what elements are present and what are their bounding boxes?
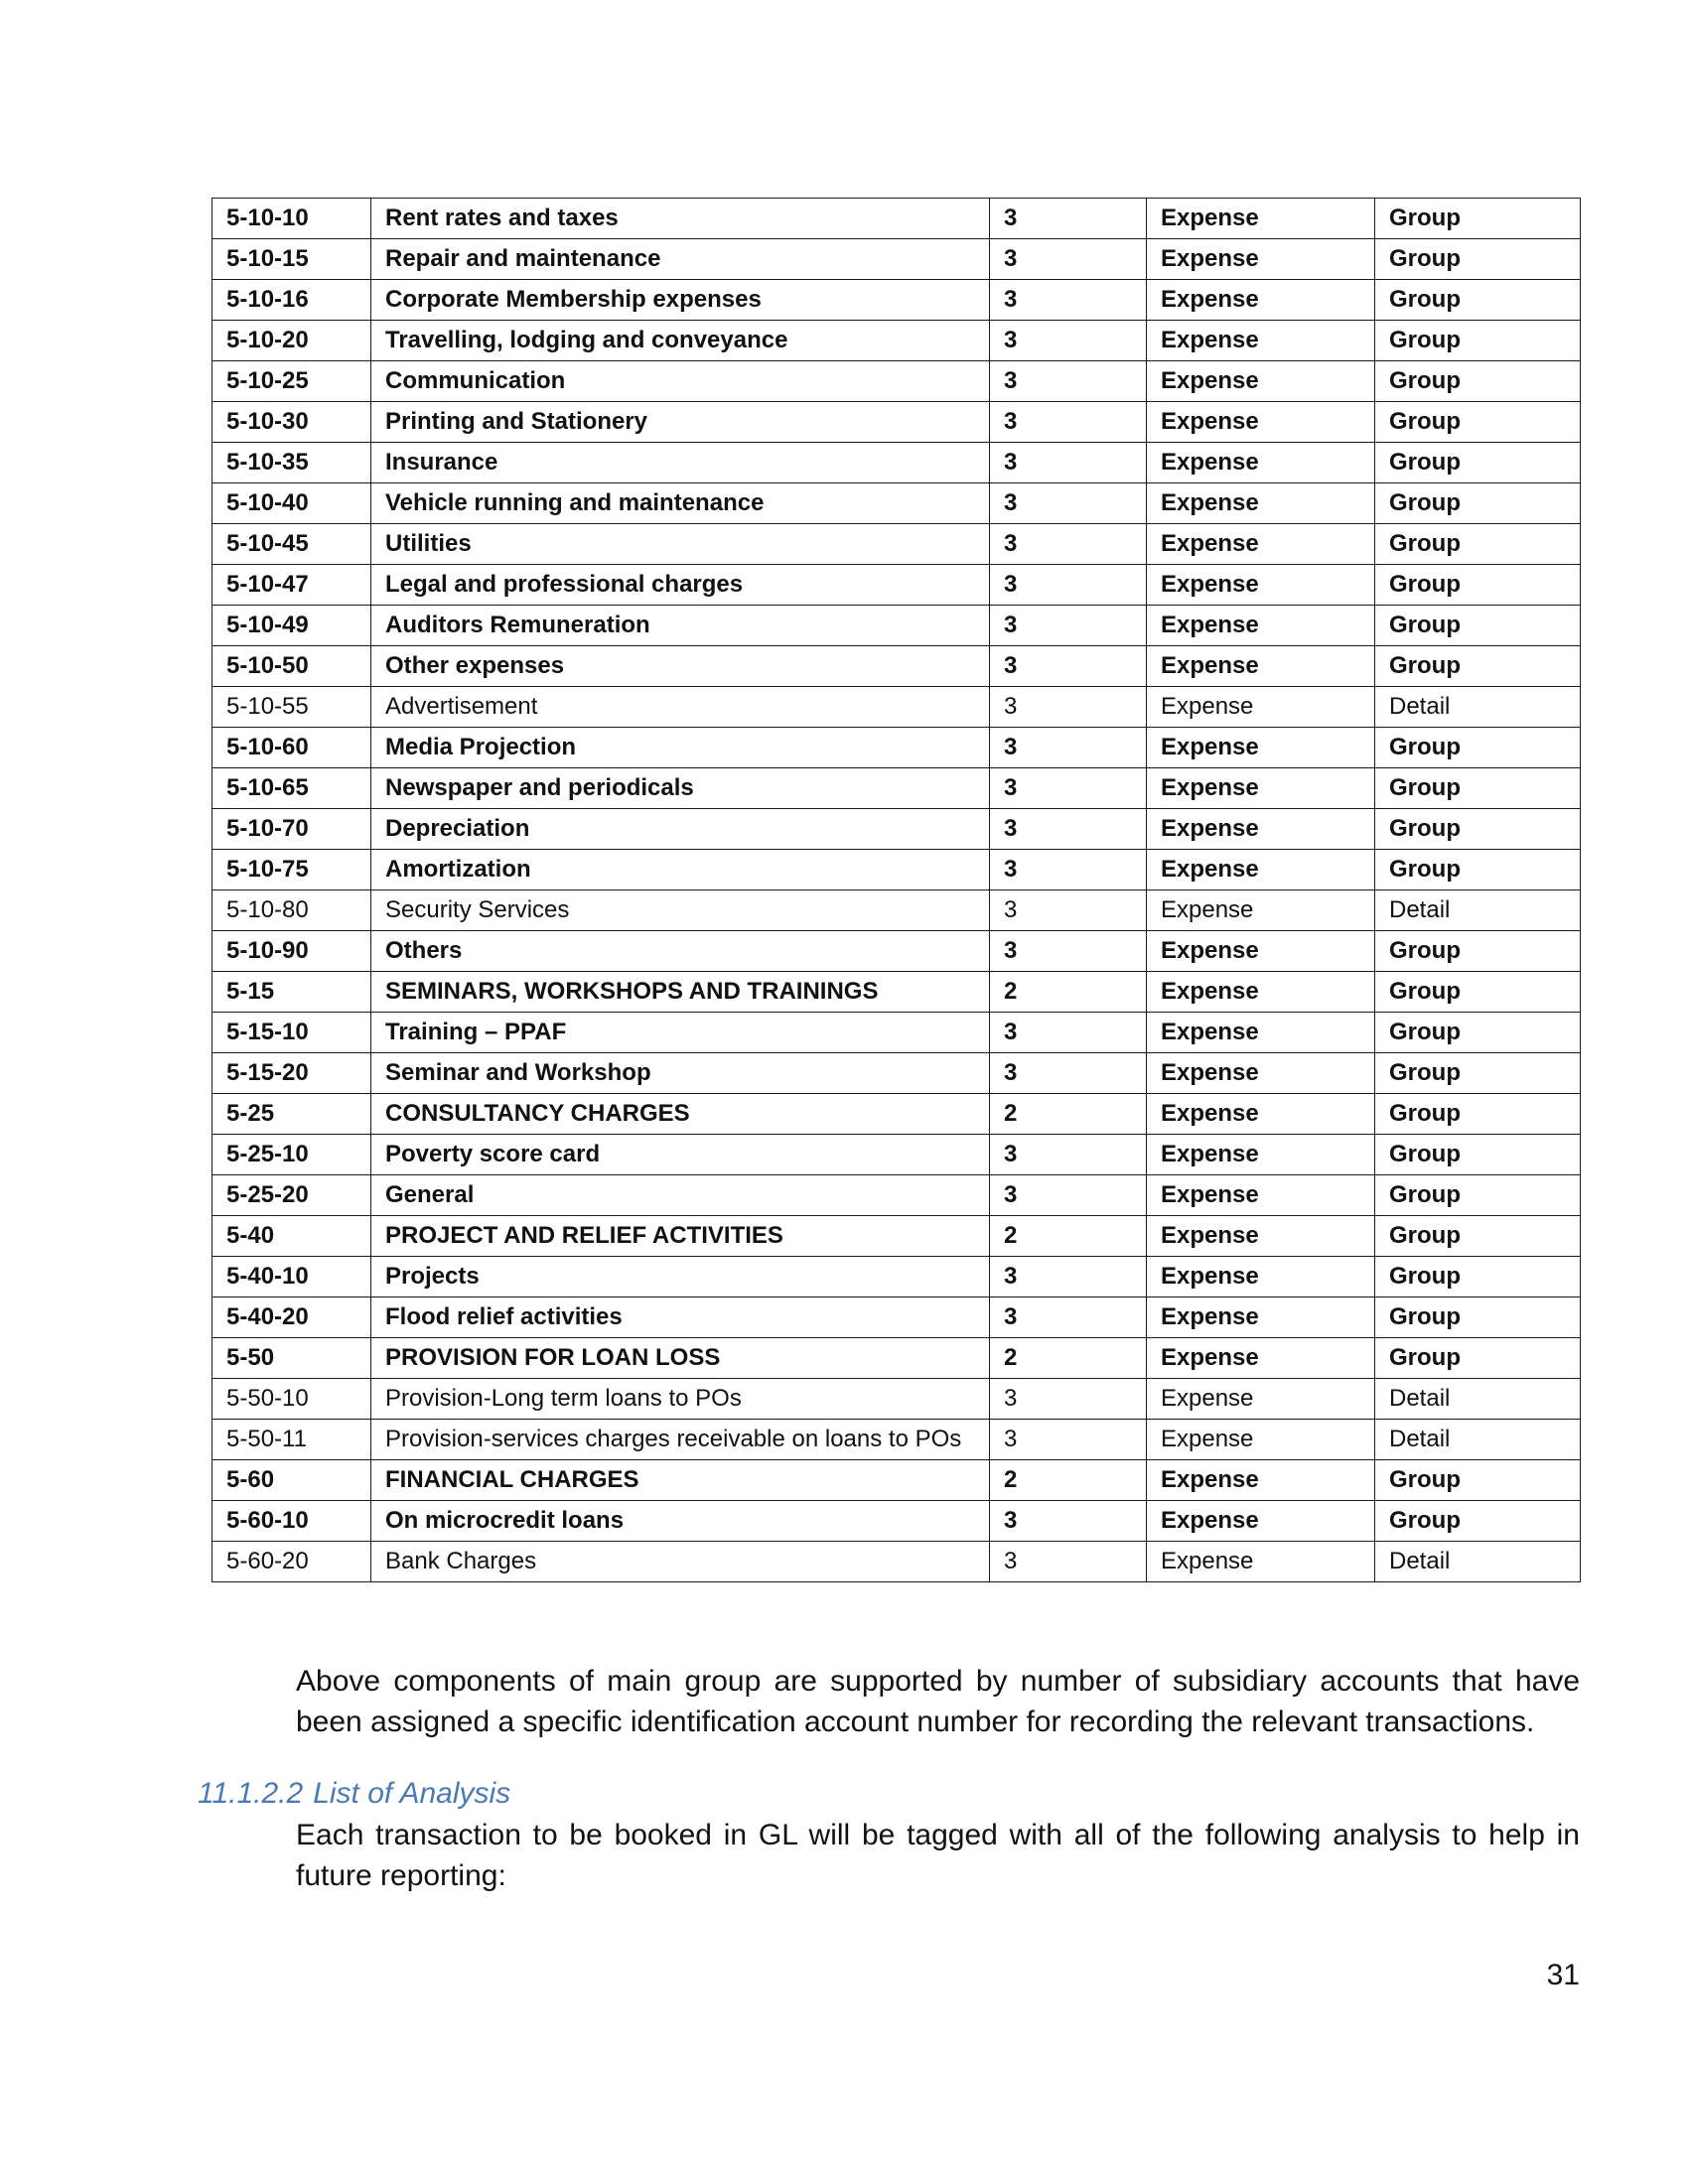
- group-detail-cell: Group: [1375, 361, 1581, 402]
- account-name-cell: Insurance: [371, 443, 990, 483]
- table-row: [212, 1216, 1581, 1257]
- group-detail-cell: Group: [1375, 768, 1581, 809]
- account-code-cell: 5-10-25: [212, 361, 371, 402]
- group-detail-cell: Group: [1375, 1297, 1581, 1338]
- account-type-cell: Expense: [1147, 768, 1375, 809]
- account-name-cell: Security Services: [371, 890, 990, 931]
- group-detail-cell: Group: [1375, 483, 1581, 524]
- level-cell: 3: [990, 768, 1147, 809]
- account-type-cell: Expense: [1147, 239, 1375, 280]
- account-type-cell: Expense: [1147, 687, 1375, 728]
- account-name-cell: Poverty score card: [371, 1135, 990, 1175]
- group-detail-cell: Group: [1375, 1175, 1581, 1216]
- level-cell: 2: [990, 972, 1147, 1013]
- account-name-cell: Corporate Membership expenses: [371, 280, 990, 321]
- account-code-cell: 5-10-60: [212, 728, 371, 768]
- table-row: [212, 1013, 1581, 1053]
- group-detail-cell: Group: [1375, 1094, 1581, 1135]
- level-cell: 3: [990, 321, 1147, 361]
- level-cell: 3: [990, 809, 1147, 850]
- group-detail-cell: Group: [1375, 1501, 1581, 1542]
- account-code-cell: 5-10-30: [212, 402, 371, 443]
- account-code-cell: 5-60-10: [212, 1501, 371, 1542]
- table-row: [212, 280, 1581, 321]
- account-type-cell: Expense: [1147, 1216, 1375, 1257]
- account-type-cell: Expense: [1147, 646, 1375, 687]
- account-type-cell: Expense: [1147, 850, 1375, 890]
- group-detail-cell: Group: [1375, 1257, 1581, 1297]
- table-row: [212, 687, 1581, 728]
- account-name-cell: Flood relief activities: [371, 1297, 990, 1338]
- group-detail-cell: Group: [1375, 1135, 1581, 1175]
- table-row: [212, 239, 1581, 280]
- level-cell: 3: [990, 483, 1147, 524]
- group-detail-cell: Group: [1375, 239, 1581, 280]
- account-name-cell: Seminar and Workshop: [371, 1053, 990, 1094]
- group-detail-cell: Group: [1375, 280, 1581, 321]
- account-code-cell: 5-10-55: [212, 687, 371, 728]
- level-cell: 2: [990, 1460, 1147, 1501]
- level-cell: 3: [990, 1053, 1147, 1094]
- account-name-cell: Projects: [371, 1257, 990, 1297]
- account-type-cell: Expense: [1147, 972, 1375, 1013]
- account-type-cell: Expense: [1147, 728, 1375, 768]
- level-cell: 3: [990, 687, 1147, 728]
- group-detail-cell: Group: [1375, 606, 1581, 646]
- account-code-cell: 5-10-70: [212, 809, 371, 850]
- account-code-cell: 5-10-45: [212, 524, 371, 565]
- table-row: [212, 1053, 1581, 1094]
- table-row: [212, 728, 1581, 768]
- account-name-cell: Legal and professional charges: [371, 565, 990, 606]
- account-code-cell: 5-40: [212, 1216, 371, 1257]
- table-row: [212, 1542, 1581, 1582]
- group-detail-cell: Detail: [1375, 1542, 1581, 1582]
- level-cell: 3: [990, 1542, 1147, 1582]
- account-code-cell: 5-10-47: [212, 565, 371, 606]
- paragraph-analysis: Each transaction to be booked in GL will be tagged with all of the following analysis to help in future reporting:: [296, 1819, 1580, 1892]
- table-row: [212, 850, 1581, 890]
- account-code-cell: 5-10-80: [212, 890, 371, 931]
- group-detail-cell: Group: [1375, 972, 1581, 1013]
- account-type-cell: Expense: [1147, 483, 1375, 524]
- account-code-cell: 5-10-40: [212, 483, 371, 524]
- level-cell: 3: [990, 239, 1147, 280]
- account-type-cell: Expense: [1147, 809, 1375, 850]
- account-code-cell: 5-10-15: [212, 239, 371, 280]
- table-row: [212, 443, 1581, 483]
- group-detail-cell: Group: [1375, 850, 1581, 890]
- table-row: [212, 931, 1581, 972]
- table-row: [212, 1297, 1581, 1338]
- group-detail-cell: Group: [1375, 1013, 1581, 1053]
- account-code-cell: 5-25-20: [212, 1175, 371, 1216]
- table-row: [212, 402, 1581, 443]
- group-detail-cell: Detail: [1375, 1420, 1581, 1460]
- account-type-cell: Expense: [1147, 524, 1375, 565]
- account-name-cell: Travelling, lodging and conveyance: [371, 321, 990, 361]
- table-row: [212, 1135, 1581, 1175]
- level-cell: 3: [990, 524, 1147, 565]
- table-row: [212, 768, 1581, 809]
- account-name-cell: Others: [371, 931, 990, 972]
- account-type-cell: Expense: [1147, 321, 1375, 361]
- table-row: [212, 606, 1581, 646]
- page-number: 31: [1546, 1959, 1580, 1991]
- account-type-cell: Expense: [1147, 1175, 1375, 1216]
- account-type-cell: Expense: [1147, 890, 1375, 931]
- account-type-cell: Expense: [1147, 199, 1375, 239]
- table-row: [212, 1338, 1581, 1379]
- account-type-cell: Expense: [1147, 1420, 1375, 1460]
- group-detail-cell: Group: [1375, 524, 1581, 565]
- account-name-cell: Rent rates and taxes: [371, 199, 990, 239]
- account-code-cell: 5-10-65: [212, 768, 371, 809]
- account-type-cell: Expense: [1147, 361, 1375, 402]
- account-code-cell: 5-10-90: [212, 931, 371, 972]
- level-cell: 3: [990, 850, 1147, 890]
- group-detail-cell: Group: [1375, 1460, 1581, 1501]
- account-type-cell: Expense: [1147, 565, 1375, 606]
- table-row: [212, 809, 1581, 850]
- group-detail-cell: Group: [1375, 931, 1581, 972]
- account-name-cell: Training – PPAF: [371, 1013, 990, 1053]
- table-row: [212, 483, 1581, 524]
- account-code-cell: 5-15-20: [212, 1053, 371, 1094]
- account-name-cell: PROVISION FOR LOAN LOSS: [371, 1338, 990, 1379]
- account-name-cell: Auditors Remuneration: [371, 606, 990, 646]
- account-name-cell: PROJECT AND RELIEF ACTIVITIES: [371, 1216, 990, 1257]
- level-cell: 3: [990, 890, 1147, 931]
- section-heading: [198, 1774, 510, 1814]
- level-cell: 3: [990, 1501, 1147, 1542]
- account-code-cell: 5-60-20: [212, 1542, 371, 1582]
- group-detail-cell: Group: [1375, 443, 1581, 483]
- group-detail-cell: Group: [1375, 402, 1581, 443]
- table-row: [212, 1460, 1581, 1501]
- account-code-cell: 5-50: [212, 1338, 371, 1379]
- account-type-cell: Expense: [1147, 1297, 1375, 1338]
- account-name-cell: Vehicle running and maintenance: [371, 483, 990, 524]
- account-type-cell: Expense: [1147, 1338, 1375, 1379]
- account-code-cell: 5-60: [212, 1460, 371, 1501]
- account-name-cell: Bank Charges: [371, 1542, 990, 1582]
- account-type-cell: Expense: [1147, 1460, 1375, 1501]
- group-detail-cell: Group: [1375, 646, 1581, 687]
- account-name-cell: Newspaper and periodicals: [371, 768, 990, 809]
- level-cell: 3: [990, 1257, 1147, 1297]
- group-detail-cell: Group: [1375, 199, 1581, 239]
- account-name-cell: Printing and Stationery: [371, 402, 990, 443]
- group-detail-cell: Group: [1375, 1216, 1581, 1257]
- group-detail-cell: Group: [1375, 728, 1581, 768]
- group-detail-cell: Group: [1375, 809, 1581, 850]
- level-cell: 3: [990, 199, 1147, 239]
- section-number: 11.1.2.2: [198, 1777, 304, 1810]
- account-code-cell: 5-15-10: [212, 1013, 371, 1053]
- level-cell: 3: [990, 1379, 1147, 1420]
- account-code-cell: 5-10-20: [212, 321, 371, 361]
- paragraph-subsidiary-accounts: Above components of main group are supported by number of subsidiary accounts that have been assigned a specific identification account number for recording the relevant transactions.: [296, 1665, 1580, 1738]
- table-row: [212, 361, 1581, 402]
- table-row: [212, 1257, 1581, 1297]
- account-name-cell: Other expenses: [371, 646, 990, 687]
- chart-of-accounts-table: [211, 198, 1581, 1582]
- table-row: [212, 1379, 1581, 1420]
- level-cell: 3: [990, 1297, 1147, 1338]
- account-name-cell: Depreciation: [371, 809, 990, 850]
- account-type-cell: Expense: [1147, 443, 1375, 483]
- account-name-cell: Amortization: [371, 850, 990, 890]
- account-type-cell: Expense: [1147, 402, 1375, 443]
- account-name-cell: SEMINARS, WORKSHOPS AND TRAININGS: [371, 972, 990, 1013]
- account-type-cell: Expense: [1147, 1135, 1375, 1175]
- table-row: [212, 646, 1581, 687]
- account-name-cell: Communication: [371, 361, 990, 402]
- account-code-cell: 5-10-35: [212, 443, 371, 483]
- table-row: [212, 524, 1581, 565]
- account-code-cell: 5-15: [212, 972, 371, 1013]
- level-cell: 3: [990, 565, 1147, 606]
- account-type-cell: Expense: [1147, 931, 1375, 972]
- table-body: [212, 199, 1581, 1582]
- table-row: [212, 565, 1581, 606]
- account-code-cell: 5-40-20: [212, 1297, 371, 1338]
- table-row: [212, 1094, 1581, 1135]
- account-name-cell: Media Projection: [371, 728, 990, 768]
- account-code-cell: 5-10-75: [212, 850, 371, 890]
- level-cell: 2: [990, 1216, 1147, 1257]
- table-row: [212, 972, 1581, 1013]
- level-cell: 3: [990, 728, 1147, 768]
- account-type-cell: Expense: [1147, 280, 1375, 321]
- account-type-cell: Expense: [1147, 1501, 1375, 1542]
- account-type-cell: Expense: [1147, 1013, 1375, 1053]
- account-code-cell: 5-10-49: [212, 606, 371, 646]
- level-cell: 2: [990, 1094, 1147, 1135]
- group-detail-cell: Group: [1375, 321, 1581, 361]
- section-title: List of Analysis: [313, 1777, 511, 1810]
- account-name-cell: Provision-services charges receivable on loans to POs: [371, 1420, 990, 1460]
- account-type-cell: Expense: [1147, 1379, 1375, 1420]
- account-name-cell: General: [371, 1175, 990, 1216]
- account-name-cell: CONSULTANCY CHARGES: [371, 1094, 990, 1135]
- account-code-cell: 5-10-10: [212, 199, 371, 239]
- level-cell: 3: [990, 280, 1147, 321]
- account-name-cell: Advertisement: [371, 687, 990, 728]
- level-cell: 3: [990, 361, 1147, 402]
- group-detail-cell: Group: [1375, 565, 1581, 606]
- group-detail-cell: Detail: [1375, 890, 1581, 931]
- group-detail-cell: Group: [1375, 1338, 1581, 1379]
- account-code-cell: 5-10-50: [212, 646, 371, 687]
- level-cell: 3: [990, 646, 1147, 687]
- table-row: [212, 1175, 1581, 1216]
- account-type-cell: Expense: [1147, 1094, 1375, 1135]
- table-row: [212, 321, 1581, 361]
- level-cell: 3: [990, 606, 1147, 646]
- level-cell: 3: [990, 402, 1147, 443]
- account-code-cell: 5-25-10: [212, 1135, 371, 1175]
- level-cell: 3: [990, 443, 1147, 483]
- group-detail-cell: Detail: [1375, 1379, 1581, 1420]
- group-detail-cell: Group: [1375, 1053, 1581, 1094]
- level-cell: 3: [990, 1135, 1147, 1175]
- account-name-cell: Repair and maintenance: [371, 239, 990, 280]
- account-type-cell: Expense: [1147, 606, 1375, 646]
- account-name-cell: On microcredit loans: [371, 1501, 990, 1542]
- group-detail-cell: Detail: [1375, 687, 1581, 728]
- table-row: [212, 1420, 1581, 1460]
- level-cell: 3: [990, 1420, 1147, 1460]
- level-cell: 2: [990, 1338, 1147, 1379]
- level-cell: 3: [990, 1175, 1147, 1216]
- table-row: [212, 890, 1581, 931]
- level-cell: 3: [990, 1013, 1147, 1053]
- account-name-cell: FINANCIAL CHARGES: [371, 1460, 990, 1501]
- account-name-cell: Provision-Long term loans to POs: [371, 1379, 990, 1420]
- account-code-cell: 5-50-11: [212, 1420, 371, 1460]
- account-type-cell: Expense: [1147, 1542, 1375, 1582]
- level-cell: 3: [990, 931, 1147, 972]
- account-type-cell: Expense: [1147, 1053, 1375, 1094]
- account-type-cell: Expense: [1147, 1257, 1375, 1297]
- account-code-cell: 5-50-10: [212, 1379, 371, 1420]
- account-code-cell: 5-25: [212, 1094, 371, 1135]
- table-row: [212, 199, 1581, 239]
- account-code-cell: 5-40-10: [212, 1257, 371, 1297]
- account-code-cell: 5-10-16: [212, 280, 371, 321]
- table-row: [212, 1501, 1581, 1542]
- account-name-cell: Utilities: [371, 524, 990, 565]
